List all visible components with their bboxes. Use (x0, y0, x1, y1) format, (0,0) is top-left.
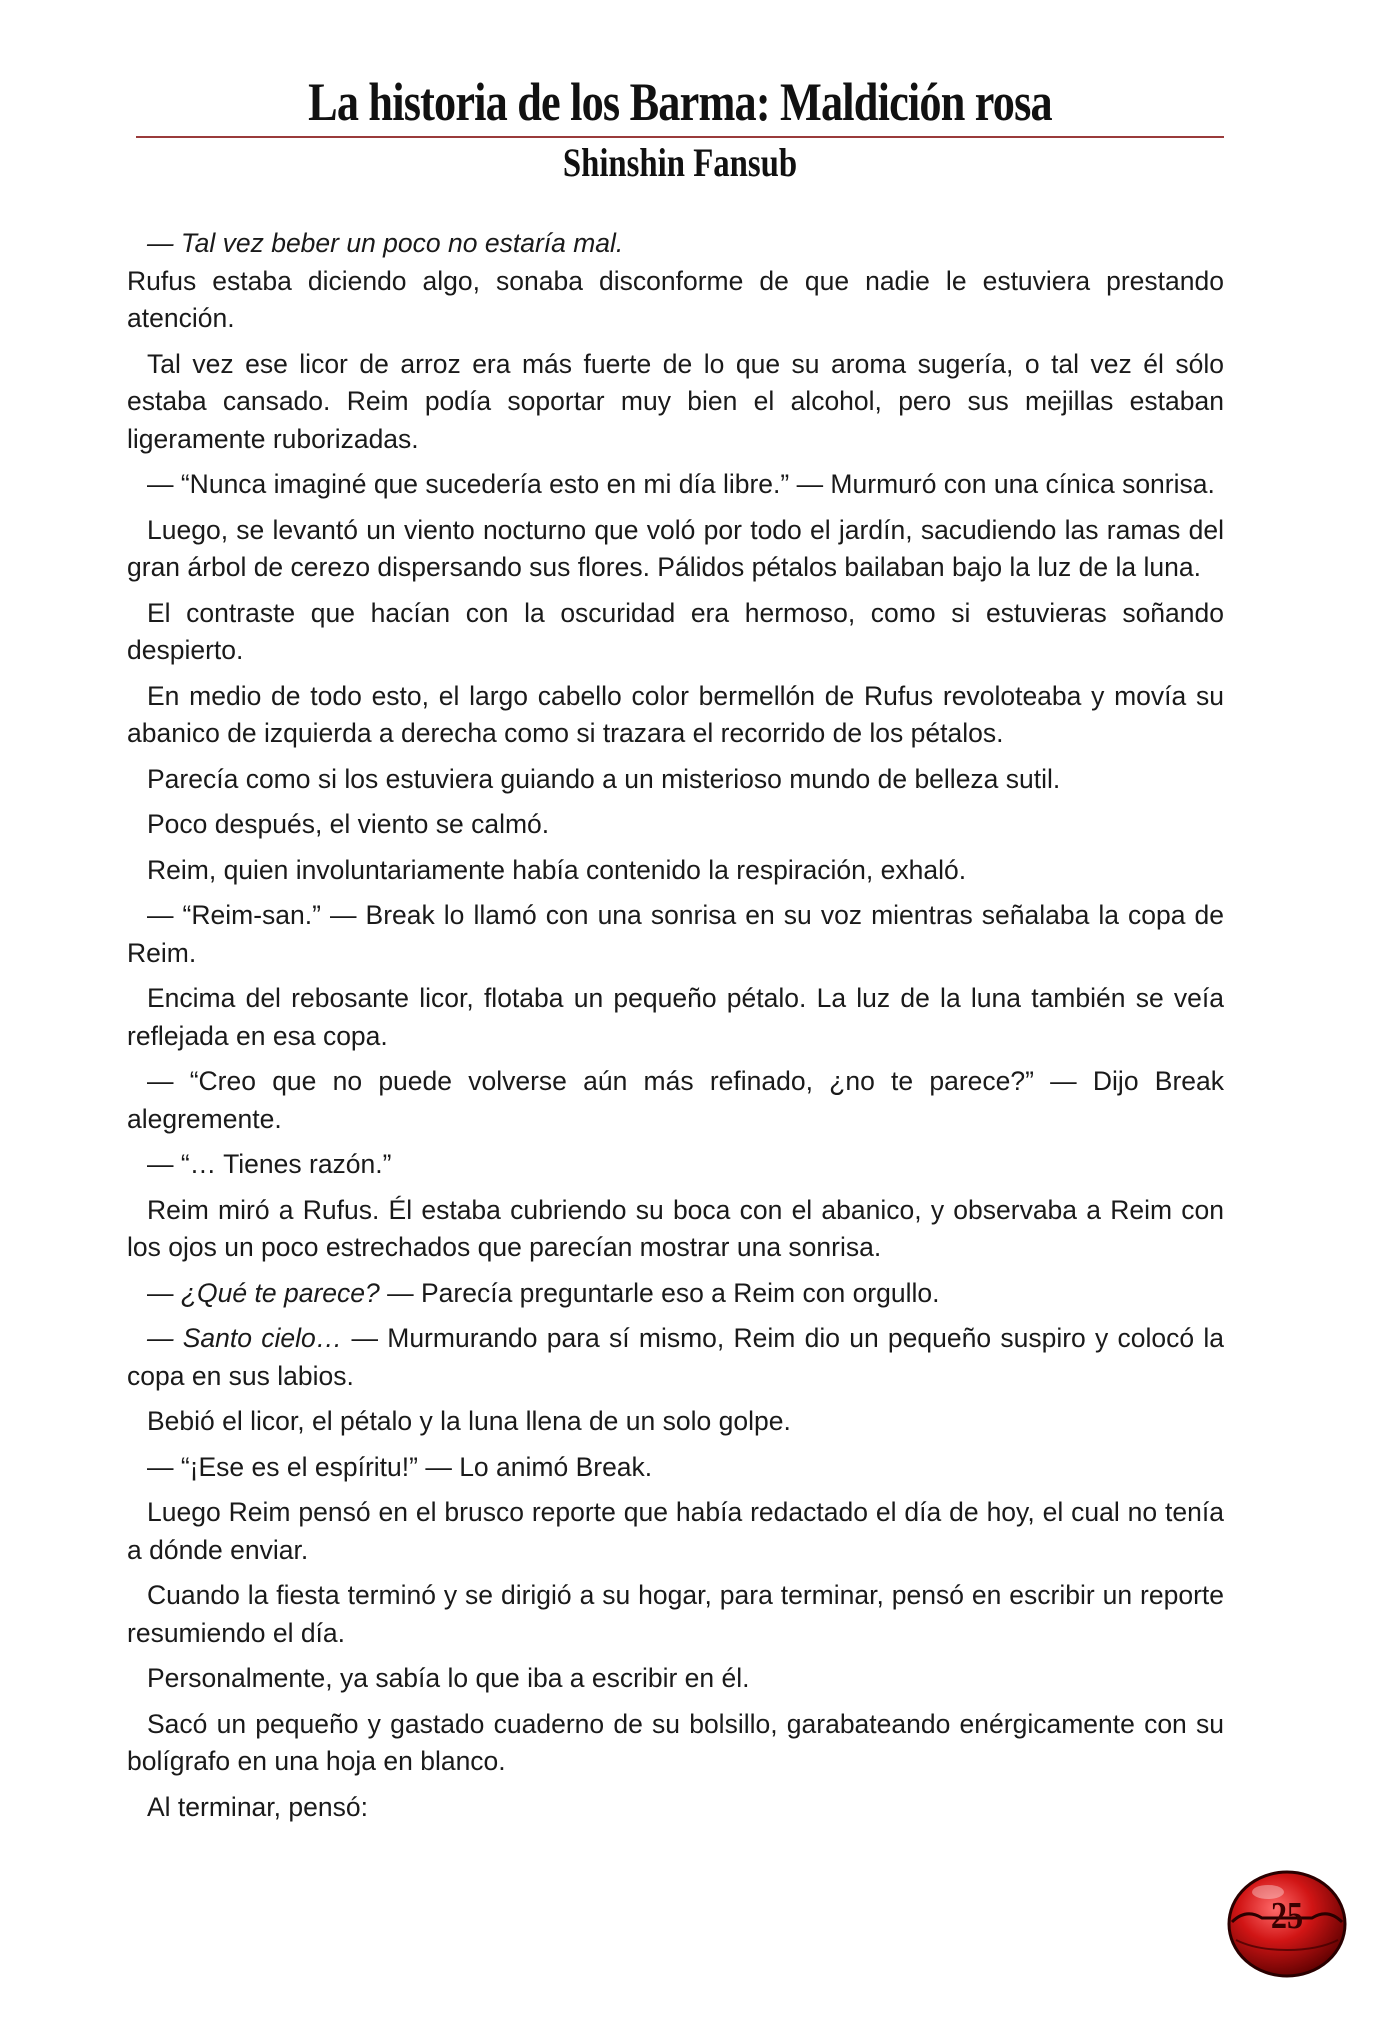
text-run: — “… Tienes razón.” (147, 1149, 392, 1179)
paragraph (127, 263, 1224, 338)
text-run: Luego Reim pensó en el brusco reporte que había redactado el día de hoy, el cual no tenía a dónde enviar. (127, 1497, 1224, 1565)
text-run: Personalmente, ya sabía lo que iba a escribir en él. (147, 1663, 750, 1693)
paragraph (127, 678, 1224, 753)
paragraph (127, 1577, 1224, 1652)
page-number-badge (1226, 1868, 1348, 1980)
paragraph (127, 1706, 1224, 1781)
paragraph (127, 980, 1224, 1055)
text-run: En medio de todo esto, el largo cabello color bermellón de Rufus revoloteaba y movía su abanico de izquierda a derecha como si trazara el recorrido de los pétalos. (127, 680, 1224, 748)
text-run: Cuando la fiesta terminó y se dirigió a su hogar, para terminar, pensó en escribir un reporte resumiendo el día. (127, 1580, 1224, 1648)
paragraph (127, 1275, 1224, 1313)
text-run: Bebió el licor, el pétalo y la luna llena de un solo golpe. (147, 1406, 791, 1436)
page-header (136, 70, 1224, 188)
text-run: Reim, quien involuntariamente había contenido la respiración, exhaló. (147, 854, 967, 885)
italic-text: — Tal vez beber un poco no estaría mal. (147, 228, 624, 258)
text-run: — “Creo que no puede volverse aún más refinado, ¿no te parece?” — Dijo Break alegremente. (127, 1066, 1224, 1134)
book-title: La historia de los Barma: Maldición rosa (308, 72, 1052, 132)
fansub-credit: Shinshin Fansub (562, 140, 798, 185)
italic-text: — Santo cielo… (147, 1323, 343, 1353)
paragraph (127, 1063, 1224, 1138)
text-run: Rufus estaba diciendo algo, sonaba disconforme de que nadie le estuviera prestando atención. (127, 265, 1224, 333)
paragraph (127, 1494, 1224, 1569)
paragraph (127, 761, 1224, 799)
paragraph (127, 806, 1224, 844)
paragraph (127, 1146, 1224, 1184)
text-run: Encima del rebosante licor, flotaba un pequeño pétalo. La luz de la luna también se veía reflejada en esa copa. (127, 983, 1224, 1051)
paragraph (127, 852, 1224, 890)
paragraph (127, 1789, 1224, 1827)
paragraph (127, 1320, 1224, 1395)
text-run: — Murmurando para sí mismo, Reim dio un pequeño suspiro y colocó la copa en sus labios. (127, 1323, 1224, 1391)
paragraph (127, 595, 1224, 670)
paragraph (127, 1192, 1224, 1267)
paragraph (127, 225, 1224, 263)
text-run: Reim miró a Rufus. Él estaba cubriendo su boca con el abanico, y observaba a Reim con los ojos un poco estrechados que parecían mostrar una sonrisa. (127, 1194, 1224, 1262)
text-run: — Parecía preguntarle eso a Reim con orgullo. (379, 1277, 940, 1308)
chapter-text (127, 225, 1224, 1834)
text-run: — “Nunca imaginé que sucedería esto en mi día libre.” — Murmuró con una cínica sonrisa. (147, 469, 1215, 499)
italic-text: ¿Qué te parece? (180, 1277, 380, 1308)
text-run: El contraste que hacían con la oscuridad era hermoso, como si estuvieras soñando despierto. (127, 597, 1224, 665)
text-run: Tal vez ese licor de arroz era más fuerte de lo que su aroma sugería, o tal vez él sólo estaba cansado. Reim podía soportar muy bien el alcohol, pero sus mejillas estaban ligeramente ruborizadas. (127, 348, 1224, 454)
text-run: — (147, 1277, 181, 1308)
paragraph (127, 1449, 1224, 1487)
paragraph (127, 1660, 1224, 1698)
text-run: Luego, se levantó un viento nocturno que voló por todo el jardín, sacudiendo las ramas del gran árbol de cerezo dispersando sus flores. Pálidos pétalos bailaban bajo la luz de la luna. (127, 514, 1224, 582)
text-run: — “¡Ese es el espíritu!” — Lo animó Break. (147, 1451, 653, 1482)
page-number: 25 (1270, 1895, 1304, 1937)
text-run: Parecía como si los estuviera guiando a un misterioso mundo de belleza sutil. (147, 763, 1061, 794)
paragraph (127, 897, 1224, 972)
text-run: Al terminar, pensó: (147, 1791, 368, 1822)
text-run: Poco después, el viento se calmó. (147, 809, 550, 839)
text-run: — “Reim-san.” — Break lo llamó con una sonrisa en su voz mientras señalaba la copa de Reim. (127, 900, 1224, 968)
paragraph (127, 466, 1224, 504)
paragraph (127, 1403, 1224, 1441)
paragraph (127, 512, 1224, 587)
text-run: Sacó un pequeño y gastado cuaderno de su bolsillo, garabateando enérgicamente con su bolígrafo en una hoja en blanco. (127, 1708, 1224, 1776)
paragraph (127, 346, 1224, 459)
